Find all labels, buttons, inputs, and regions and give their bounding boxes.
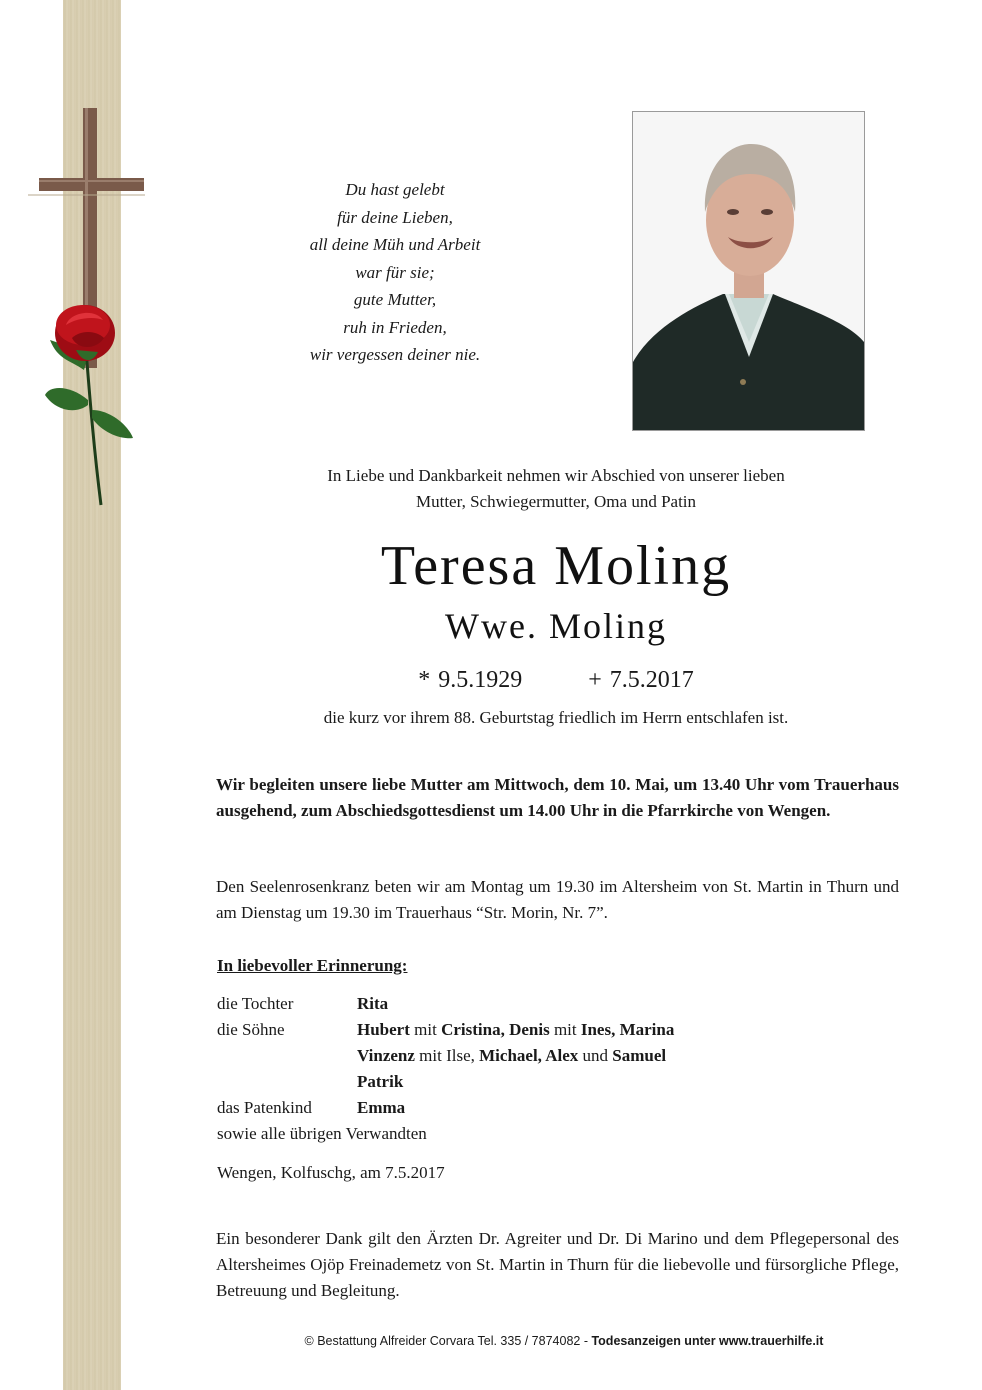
list-item [217,1095,917,1121]
list-item [217,1069,917,1095]
relation-label: die Tochter [217,994,294,1013]
survivor-names: Emma [357,1098,406,1117]
connector-text: mit [409,1020,442,1039]
survivor-names: Vinzenz [357,1046,415,1065]
death-subline: die kurz vor ihrem 88. Geburtstag friedlich im Herrn entschlafen ist. [323,708,789,727]
rose-icon [45,305,133,505]
birth-date: * 9.5.1929 [418,667,523,693]
life-dates [200,662,912,698]
list-item [217,1017,917,1043]
connector-text: mit Ilse, [414,1046,480,1065]
poem-line: ruh in Frieden, [343,317,447,337]
relation-label: sowie alle übrigen Verwandten [217,1124,427,1143]
death-date: + 7.5.2017 [588,667,694,693]
poem-line: all deine Müh und Arbeit [309,235,481,254]
survivor-names: Cristina, Denis [441,1020,550,1039]
memory-heading: In liebevoller Erinnerung: [217,956,408,975]
connector-text: und [578,1046,613,1065]
list-item [217,1043,917,1069]
footer-copyright: © Bestattung Alfreider Corvara Tel. 335 / 7874082 - [304,1334,592,1348]
intro-line: Mutter, Schwiegermutter, Oma und Patin [415,492,697,511]
place-date: Wengen, Kolfuschg, am 7.5.2017 [217,1163,445,1182]
survivor-names: Rita [357,994,389,1013]
survivors-list [217,991,917,1147]
intro-text [200,463,912,515]
deceased-maiden-name: Wwe. Moling [445,606,667,646]
connector-text: mit [549,1020,581,1039]
decoration-left [0,0,150,520]
poem [270,176,520,369]
list-item [217,991,917,1017]
survivor-names: Samuel [612,1046,667,1065]
poem-line: war für sie; [355,262,435,282]
list-item [217,1121,917,1147]
poem-line: wir vergessen deiner nie. [309,345,481,364]
deceased-name: Teresa Moling [380,535,732,597]
funeral-announcement: Wir begleiten unsere liebe Mutter am Mittwoch, dem 10. Mai, um 13.40 Uhr vom Trauerhaus ausgehend, zum Abschiedsgottesdienst um 14.00 Uhr in die Pfarrkirche von Wengen. [216,775,899,820]
thanks-text: Ein besonderer Dank gilt den Ärzten Dr. Agreiter und Dr. Di Marino und dem Pflegepersonal des Altersheimes Ojöp Freinademetz von St. Martin in Thurn für die liebevolle und fürsorgliche Pflege, Betreuung und Begleitung. [216,1229,899,1300]
poem-line: für deine Lieben, [337,207,453,227]
poem-line: Du hast gelebt [345,180,445,199]
relation-label: das Patenkind [217,1098,312,1117]
footer-link[interactable]: Todesanzeigen unter www.trauerhilfe.it [591,1334,824,1348]
portrait-photo [632,111,865,431]
poem-line: gute Mutter, [353,290,437,309]
rosary-announcement: Den Seelenrosenkranz beten wir am Montag um 19.30 im Altersheim von St. Martin in Thurn und am Dienstag um 19.30 im Trauerhaus “Str. Morin, Nr. 7”. [216,877,899,922]
survivor-names: Michael, Alex [479,1046,579,1065]
survivor-names: Hubert [357,1020,410,1039]
intro-line: In Liebe und Dankbarkeit nehmen wir Abschied von unserer lieben [327,466,785,485]
relation-label: die Söhne [217,1020,285,1039]
footer [200,1332,928,1350]
survivor-names: Patrik [357,1072,404,1091]
survivor-names: Ines, Marina [580,1020,675,1039]
